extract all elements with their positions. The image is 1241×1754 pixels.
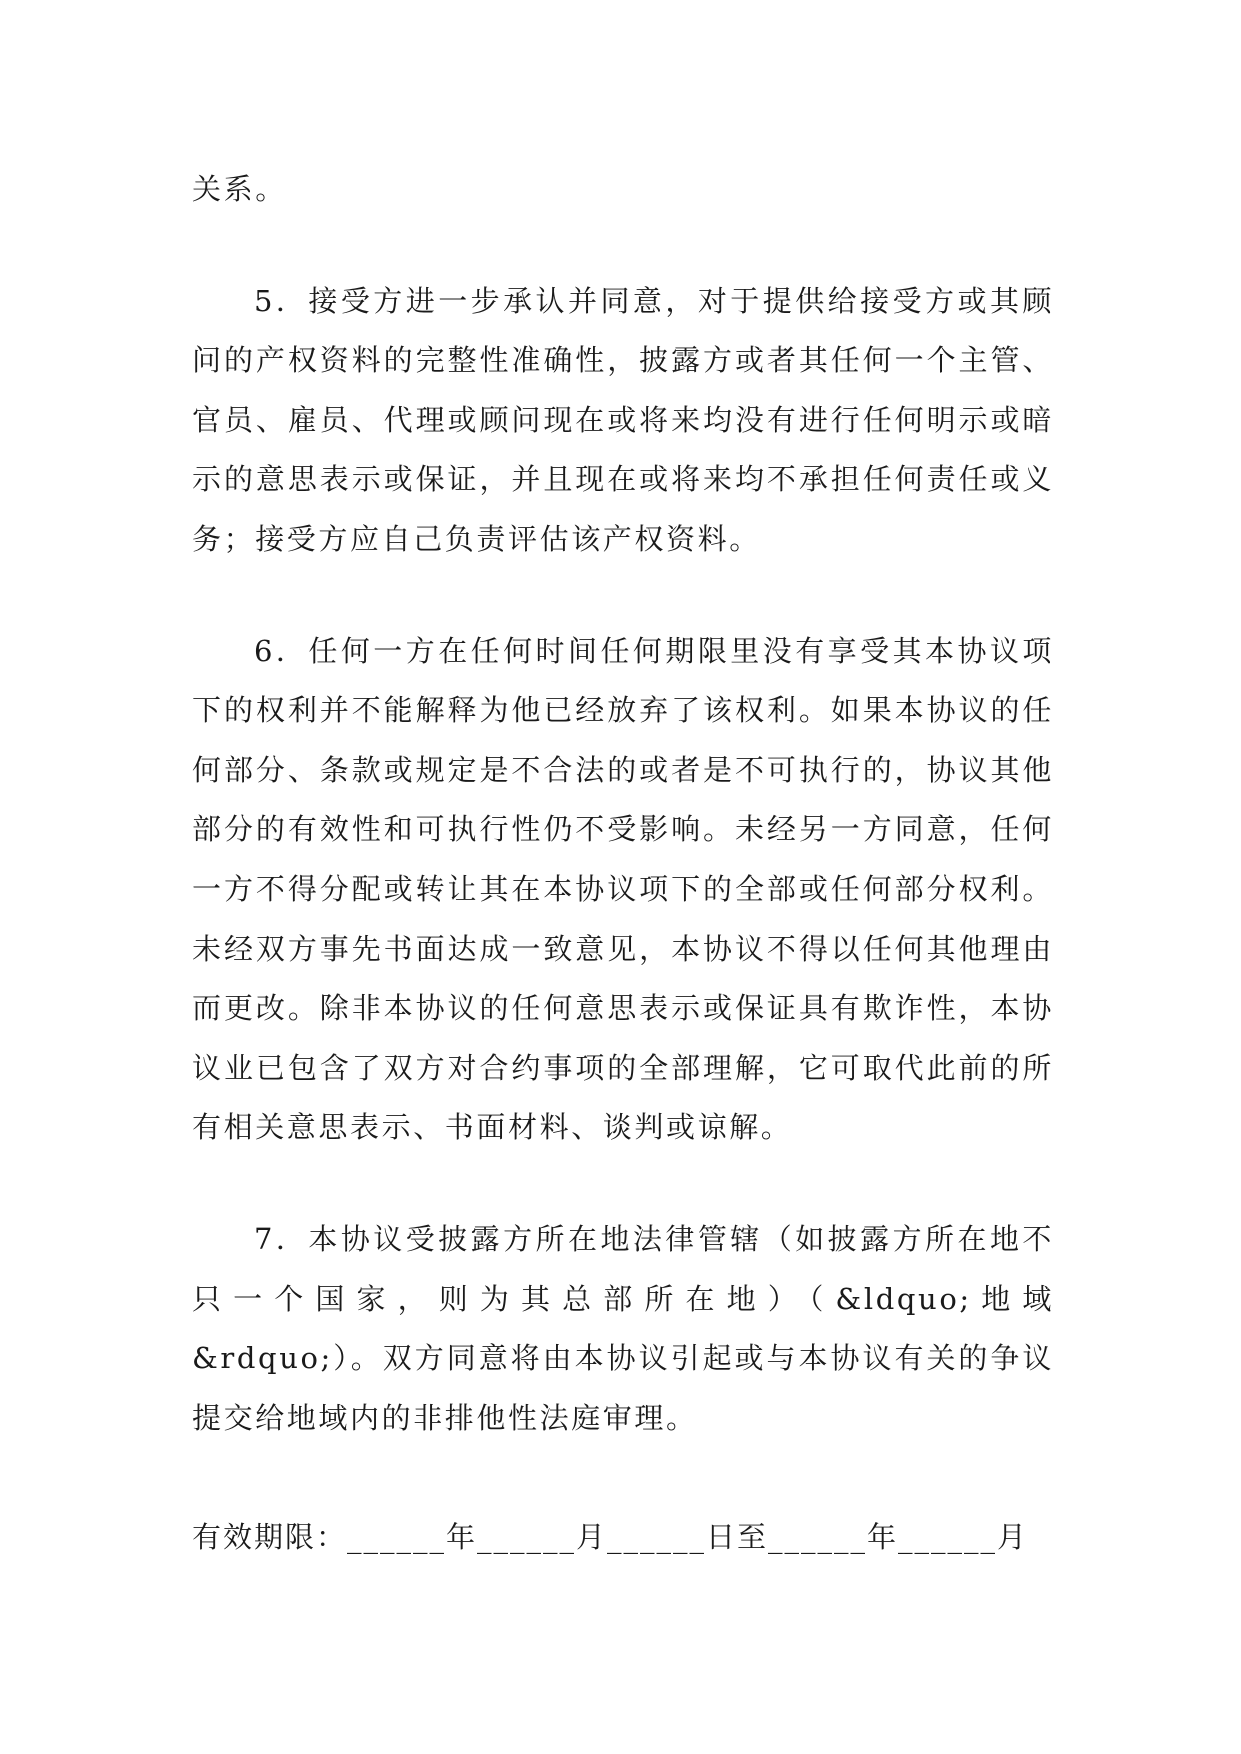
paragraph-clause-5: 5．接受方进一步承认并同意，对于提供给接受方或其顾问的产权资料的完整性准确性，披露方或者其任何一个主管、官员、雇员、代理或顾问现在或将来均没有进行任何明示或暗示的意思表示或保证，并且现在或将来均不承担任何责任或义务；接受方应自己负责评估该产权资料。	[192, 283, 1054, 556]
paragraph-clause-6: 6．任何一方在任何时间任何期限里没有享受其本协议项下的权利并不能解释为他已经放弃了该权利。如果本协议的任何部分、条款或规定是不合法的或者是不可执行的，协议其他部分的有效性和可执行性仍不受影响。未经另一方同意，任何一方不得分配或转让其在本协议项下的全部或任何部分权利。未经双方事先书面达成一致意见，本协议不得以任何其他理由而更改。除非本协议的任何意思表示或保证具有欺诈性，本协议业已包含了双方对合约事项的全部理解，它可取代此前的所有相关意思表示、书面材料、谈判或谅解。	[192, 633, 1054, 1145]
paragraph-clause-7: 7．本协议受披露方所在地法律管辖（如披露方所在地不只一个国家，则为其总部所在地）（&ldquo;地域&rdquo;）。双方同意将由本协议引起或与本协议有关的争议提交给地域内的非排他性法庭审理。	[192, 1221, 1054, 1435]
document-body	[192, 160, 1054, 1568]
paragraph-continuation: 关系。	[192, 172, 287, 206]
validity-period-line: 有效期限：______年______月______日至______年______月	[192, 1520, 1029, 1555]
